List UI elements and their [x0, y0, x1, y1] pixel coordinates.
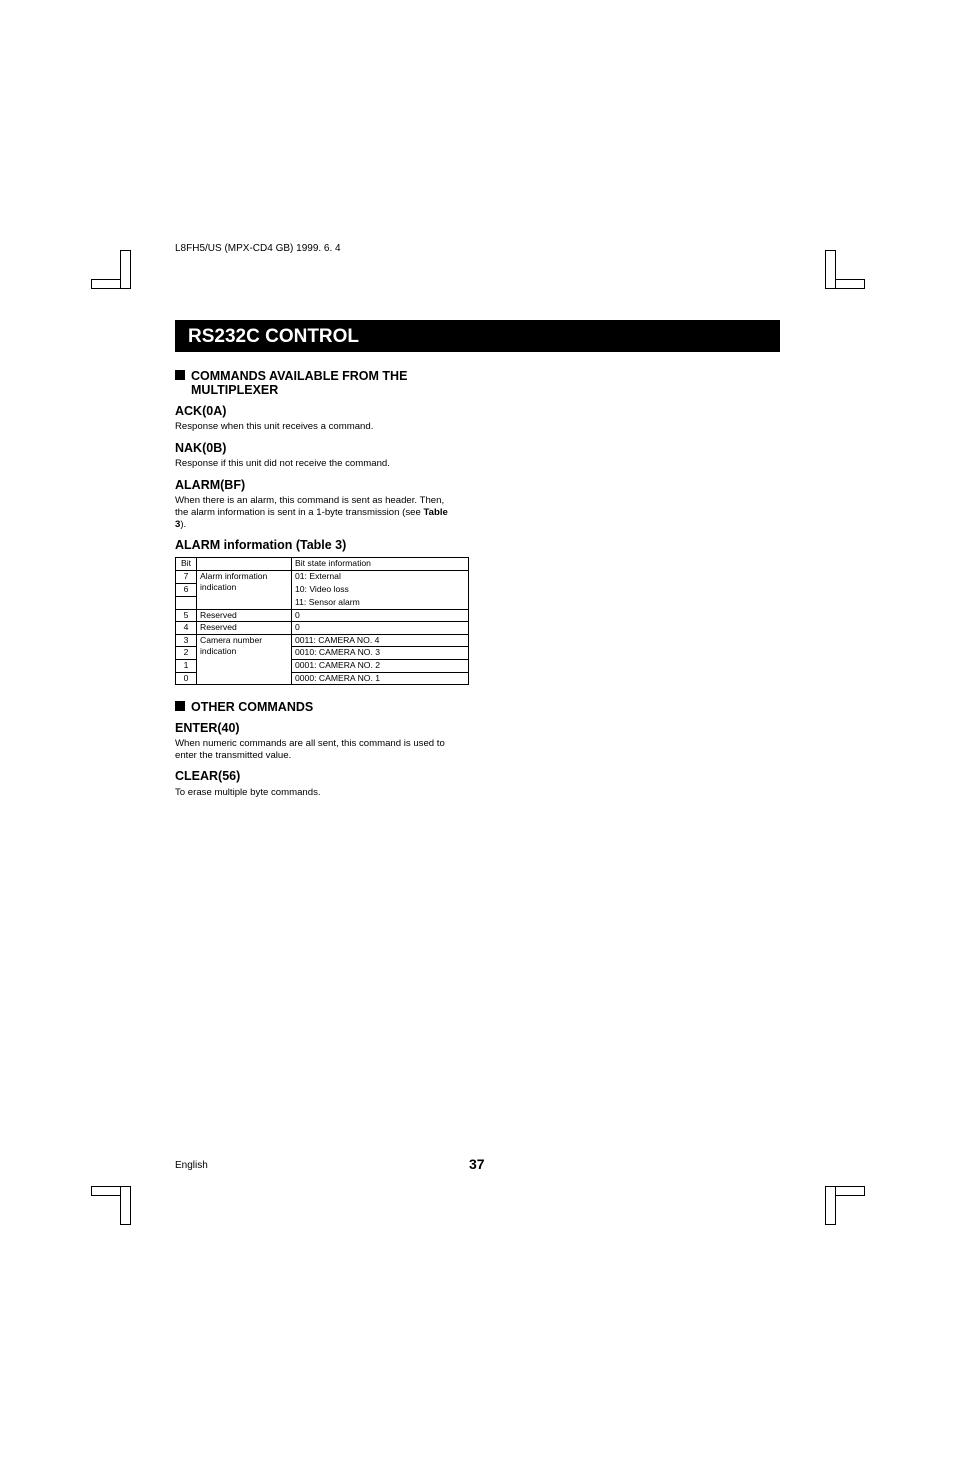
section-commands-line1: COMMANDS AVAILABLE FROM THE — [191, 369, 408, 383]
section-square-icon — [175, 370, 185, 380]
table-row — [176, 634, 469, 647]
section-square-icon — [175, 701, 185, 711]
alarm-info-label: Alarm information indication — [197, 570, 292, 609]
crop-mark-bottom-right-vertical — [825, 1186, 836, 1225]
crop-mark-top-left-horizontal — [91, 279, 121, 289]
reserved-value: 0 — [292, 622, 469, 635]
reserved-label: Reserved — [197, 609, 292, 622]
table-row — [176, 609, 469, 622]
table-header-row — [176, 558, 469, 571]
header-bit-state: Bit state information — [292, 558, 469, 571]
bit-cell: 1 — [176, 659, 197, 672]
alarm-heading: ALARM(BF) — [175, 478, 246, 492]
enter-heading: ENTER(40) — [175, 721, 240, 735]
bit-cell-empty — [176, 596, 197, 609]
enter-description: When numeric commands are all sent, this command is used to enter the transmitted value. — [175, 738, 445, 761]
reserved-label: Reserved — [197, 622, 292, 635]
section-commands-heading — [175, 369, 475, 397]
table-row — [176, 570, 469, 583]
document-reference: L8FH5/US (MPX-CD4 GB) 1999. 6. 4 — [175, 243, 341, 254]
ack-heading: ACK(0A) — [175, 404, 227, 418]
section-commands-line2: MULTIPLEXER — [191, 383, 279, 397]
bit-cell: 0 — [176, 672, 197, 685]
section-other-heading: OTHER COMMANDS — [175, 700, 475, 714]
bit-cell: 3 — [176, 634, 197, 647]
alarm-description-line1: When there is an alarm, this command is sent as header. Then, — [175, 495, 445, 506]
camera-state: 0011: CAMERA NO. 4 — [292, 634, 469, 647]
header-bit: Bit — [176, 558, 197, 571]
table-reference-number: 3 — [175, 519, 181, 530]
nak-heading: NAK(0B) — [175, 441, 227, 455]
alarm-description — [175, 495, 470, 531]
crop-mark-top-left-vertical — [120, 250, 131, 289]
alarm-info-table — [175, 557, 469, 685]
alarm-description-line3: 3). — [175, 519, 187, 530]
bit-cell: 2 — [176, 647, 197, 660]
camera-state: 0001: CAMERA NO. 2 — [292, 659, 469, 672]
reserved-value: 0 — [292, 609, 469, 622]
crop-mark-bottom-left-vertical — [120, 1186, 131, 1225]
bit-cell: 4 — [176, 622, 197, 635]
nak-description: Response if this unit did not receive the command. — [175, 458, 390, 469]
alarm-description-line2: the alarm information is sent in a 1-byte transmission (see Table — [175, 507, 448, 518]
table-reference-bold: Table — [423, 507, 448, 518]
ack-description: Response when this unit receives a command. — [175, 421, 374, 432]
camera-state: 0000: CAMERA NO. 1 — [292, 672, 469, 685]
footer-language: English — [175, 1160, 208, 1171]
table-row — [176, 622, 469, 635]
table3-caption: ALARM information (Table 3) — [175, 538, 347, 552]
clear-heading: CLEAR(56) — [175, 769, 241, 783]
clear-description: To erase multiple byte commands. — [175, 787, 321, 798]
page-title: RS232C CONTROL — [175, 320, 780, 352]
crop-mark-top-right-horizontal — [835, 279, 865, 289]
bit-cell: 6 — [176, 584, 197, 597]
bit-cell: 7 — [176, 570, 197, 583]
bit-cell: 5 — [176, 609, 197, 622]
camera-number-label: Camera number indication — [197, 634, 292, 684]
camera-state: 0010: CAMERA NO. 3 — [292, 647, 469, 660]
page-number: 37 — [469, 1156, 485, 1172]
crop-mark-bottom-right-horizontal — [835, 1186, 865, 1196]
crop-mark-bottom-left-horizontal — [91, 1186, 121, 1196]
header-empty — [197, 558, 292, 571]
alarm-states: 01: External 10: Video loss 11: Sensor alarm — [292, 570, 469, 609]
